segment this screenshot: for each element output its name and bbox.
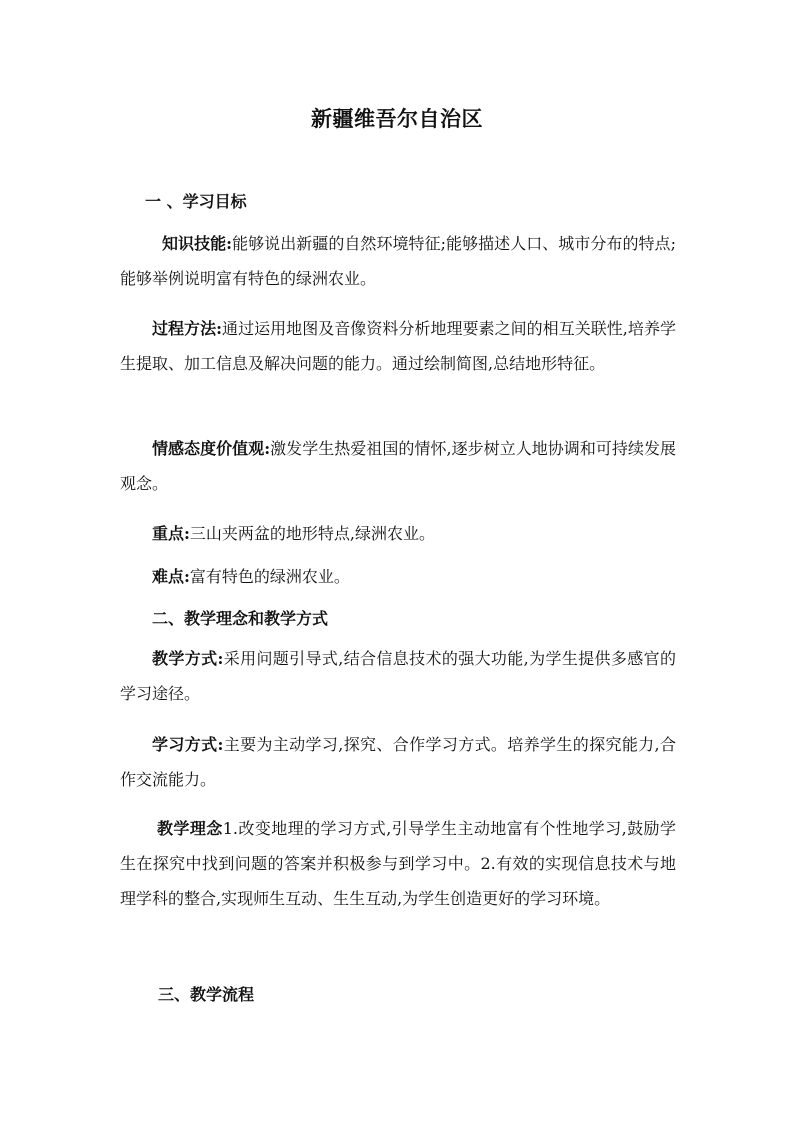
text-emotion-values: 激发学生热爱祖国的情怀,逐步树立人地协调和可持续发展观念。 <box>120 439 676 493</box>
text-knowledge-skills: 能够说出新疆的自然环境特征;能够描述人口、城市分布的特点;能够举例说明富有特色的绿洲农业。 <box>120 234 676 288</box>
paragraph-learning-method <box>120 727 676 797</box>
label-teaching-philosophy: 教学理念 <box>157 819 223 838</box>
paragraph-emotion-values <box>120 431 676 501</box>
text-teaching-method: 采用问题引导式,结合信息技术的强大功能,为学生提供多感官的学习途径。 <box>120 649 676 703</box>
text-learning-method: 主要为主动学习,探究、合作学习方式。培养学生的探究能力,合作交流能力。 <box>120 735 676 789</box>
paragraph-teaching-method <box>120 641 676 711</box>
text-key-points: 三山夹两盆的地形特点,绿洲农业。 <box>189 524 436 543</box>
section-heading-teaching-process: 三、教学流程 <box>158 985 255 1004</box>
label-key-points: 重点: <box>152 524 190 543</box>
text-teaching-philosophy: 1.改变地理的学习方式,引导学生主动地富有个性地学习,鼓励学生在探究中找到问题的答案并积极参与到学习中。2.有效的实现信息技术与地理学科的整合,实现师生互动、生生互动,为学生创造更好的学习环境。 <box>120 819 676 908</box>
label-knowledge-skills: 知识技能: <box>162 234 233 253</box>
label-emotion-values: 情感态度价值观: <box>152 439 271 458</box>
page-title: 新疆维吾尔自治区 <box>311 106 483 131</box>
section-heading-learning-goals: 一 、学习目标 <box>145 192 247 211</box>
line-key-points <box>152 523 435 545</box>
section-heading-teaching-philosophy: 二、教学理念和教学方式 <box>152 609 329 628</box>
line-difficult-points <box>152 566 350 588</box>
label-learning-method: 学习方式: <box>152 735 224 754</box>
paragraph-teaching-philosophy <box>120 811 676 916</box>
text-difficult-points: 富有特色的绿洲农业。 <box>189 567 350 586</box>
paragraph-process-methods <box>120 311 676 381</box>
label-teaching-method: 教学方式: <box>152 649 224 668</box>
text-process-methods: 通过运用地图及音像资料分析地理要素之间的相互关联性,培养学生提取、加工信息及解决问题的能力。通过绘制简图,总结地形特征。 <box>120 319 676 373</box>
label-process-methods: 过程方法: <box>152 319 223 338</box>
label-difficult-points: 难点: <box>152 567 190 586</box>
paragraph-knowledge-skills <box>120 226 676 296</box>
